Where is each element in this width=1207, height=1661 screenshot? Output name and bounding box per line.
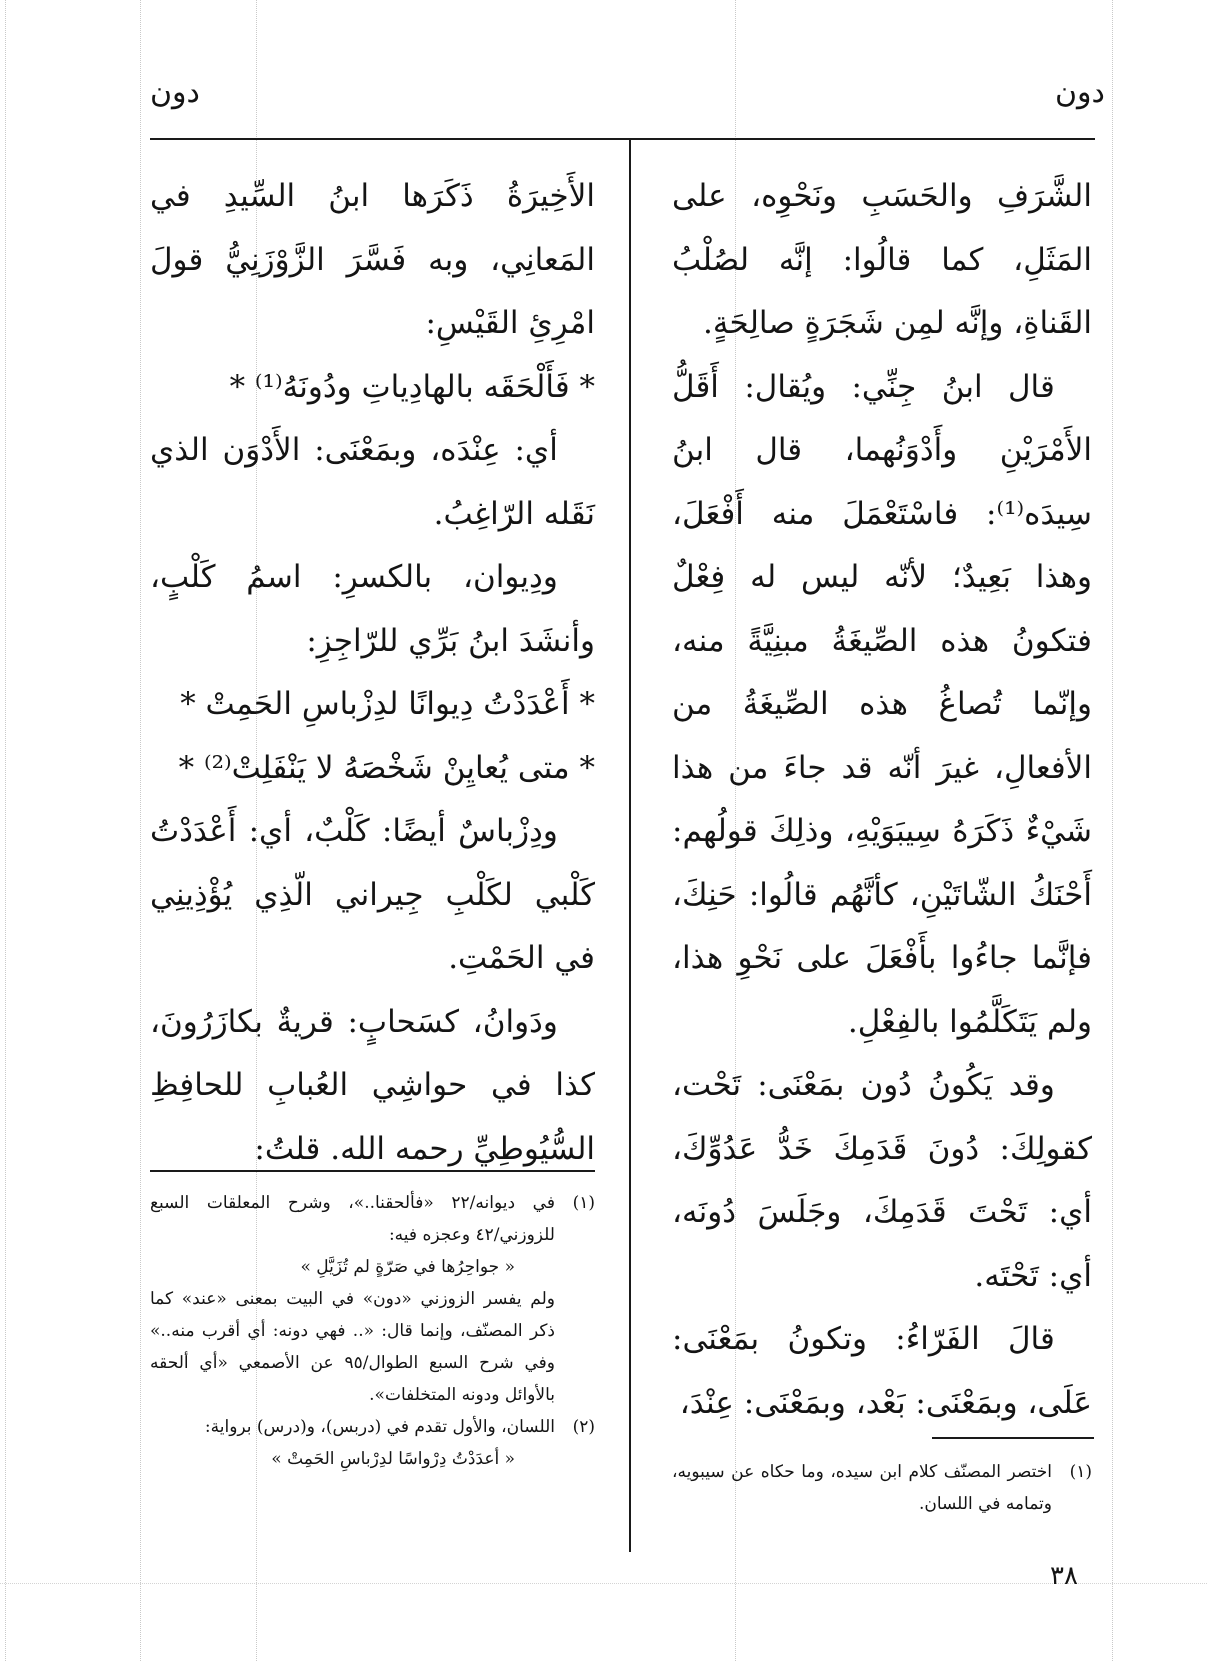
left-footnotes: [150, 1187, 595, 1475]
scan-guide-line: [140, 0, 141, 1661]
verse-line: * فَأَلْحَقَه بالهادِياتِ ودُونَهُ⁽¹⁾ *: [229, 368, 595, 405]
header-rule: [150, 138, 1095, 140]
scan-guide-line: [0, 1583, 1207, 1584]
paragraph: الشَّرَفِ والحَسَبِ ونَحْوِه، على المَثَلِ، كما قالُوا: إنَّه لصُلْبُ القَناةِ، وإنَّه لمِن شَجَرَةٍ صالِحَةٍ.: [672, 178, 1092, 341]
verse-line: * متى يُعايِنْ شَخْصَهُ لا يَنْفَلِتْ⁽²⁾ *: [178, 749, 595, 786]
paragraph: وقد يَكُونُ دُون بمَعْنَى: تَحْت، كقولِكَ: دُونَ قَدَمِكَ خَدُّ عَدُوِّكَ، أي: تَحْتَ قَدَمِكَ، وجَلَسَ دُونَه، أي: تَحْتَه.: [672, 1067, 1092, 1294]
footnote-text: ولم يفسر الزوزني «دون» في البيت بمعنى «عند» كما ذكر المصنّف، وإنما قال: «.. فهي دونه: أي أقرب منه..» وفي شرح السبع الطوال/٩٥ عن الأصمعي «أي ألحقه بالأوائل ودونه المتخلفات».: [150, 1289, 555, 1405]
paragraph: قال ابنُ جِنِّي: ويُقال: أَقَلُّ الأَمْرَيْنِ وأَدْوَنُهما، قال ابنُ سِيدَه⁽¹⁾: فاسْتَعْمَلَ منه أَفْعَلَ، وهذا بَعِيدٌ؛ لأنّه ليس له فِعْلٌ فتكونُ هذه الصِّيغَةُ مبنِيَّةً منه، وإنّما تُصاغُ هذه الصِّيغَةُ من الأفعالِ، غيرَ أنّه قد جاءَ من هذا شَيْءٌ ذَكَرَهُ سِيبَوَيْهِ، وذلِكَ قولُهم: أَحْنَكُ الشّاتَيْنِ، كأنَّهُم قالُوا: حَنِكَ، فإنَّما جاءُوا بأَفْعَلَ على نَحْوِ هذا، ولم يَتَكَلَّمُوا بالفِعْلِ.: [672, 368, 1092, 1040]
scan-guide-line: [5, 0, 6, 1661]
paragraph: قالَ الفَرّاءُ: وتكونُ بمَعْنَى: عَلَى، وبمَعْنَى: بَعْد، وبمَعْنَى: عِنْدَ،: [672, 1321, 1092, 1421]
footnote: [150, 1187, 595, 1251]
header-word-right: دون: [1055, 75, 1105, 110]
verse-line: * أَعْدَدْتُ دِيوانًا لدِزْباسِ الحَمِتْ *: [180, 686, 595, 722]
footnote-text: في ديوانه/٢٢ «فألحقنا..»، وشرح المعلقات السبع للزوزني/٤٢ وعجزه فيه:: [150, 1193, 555, 1245]
footnote: [150, 1411, 595, 1443]
paragraph: ودِيوان، بالكسرِ: اسمُ كَلْبٍ، وأنشَدَ ابنُ بَرِّي للرّاجِزِ:: [150, 559, 595, 659]
footnote-number: (١): [1069, 1462, 1092, 1482]
right-column: [672, 165, 1092, 1435]
footnote-verse: « جواحِرُها في صَرّةٍ لم تُزَيَّلِ »: [300, 1257, 515, 1277]
footnote-number: (٢): [572, 1417, 595, 1437]
footnote-rule: [932, 1437, 1094, 1439]
left-column: [150, 165, 595, 1181]
footnote-verse: « أعدَدْتُ دِرْواسًا لدِرْباسِ الحَمِتْ »: [271, 1449, 515, 1469]
footnote-rule: [150, 1170, 595, 1172]
paragraph: الأَخِيرَةُ ذَكَرَها ابنُ السِّيدِ في المَعانِي، وبه فَسَّرَ الزَّوْزَنِيُّ قولَ امْرِئِ القَيْسِ:: [150, 178, 595, 341]
footnote-text: اللسان، والأول تقدم في (دربس)، و(درس) برواية:: [204, 1417, 555, 1437]
column-divider: [629, 140, 631, 1552]
page-number: ٣٨: [1050, 1561, 1078, 1591]
footnote: [672, 1456, 1092, 1520]
footnote-continuation: [150, 1283, 595, 1411]
paragraph: ودَوانُ، كسَحابٍ: قريةٌ بكازَرُونَ، كذا في حواشِي العُبابِ للحافِظِ السُّيُوطِيِّ رحمه الله. قلتُ:: [150, 1003, 595, 1167]
paragraph: ودِزْباسٌ أيضًا: كَلْبٌ، أي: أَعْدَدْتُ كَلْبي لكَلْبِ جِيراني الّذِي يُؤْذِينِي في الحَمْتِ.: [150, 813, 595, 976]
paragraph: أي: عِنْدَه، وبمَعْنَى: الأَدْوَن الذي نَقَله الرّاغِبُ.: [150, 432, 595, 532]
footnote-text: اختصر المصنّف كلام ابن سيده، وما حكاه عن سيبويه، وتمامه في اللسان.: [672, 1462, 1052, 1514]
scan-guide-line: [1112, 0, 1113, 1661]
footnote-number: (١): [572, 1193, 595, 1213]
right-footnotes: [672, 1456, 1092, 1520]
header-word-left: دون: [150, 75, 200, 110]
